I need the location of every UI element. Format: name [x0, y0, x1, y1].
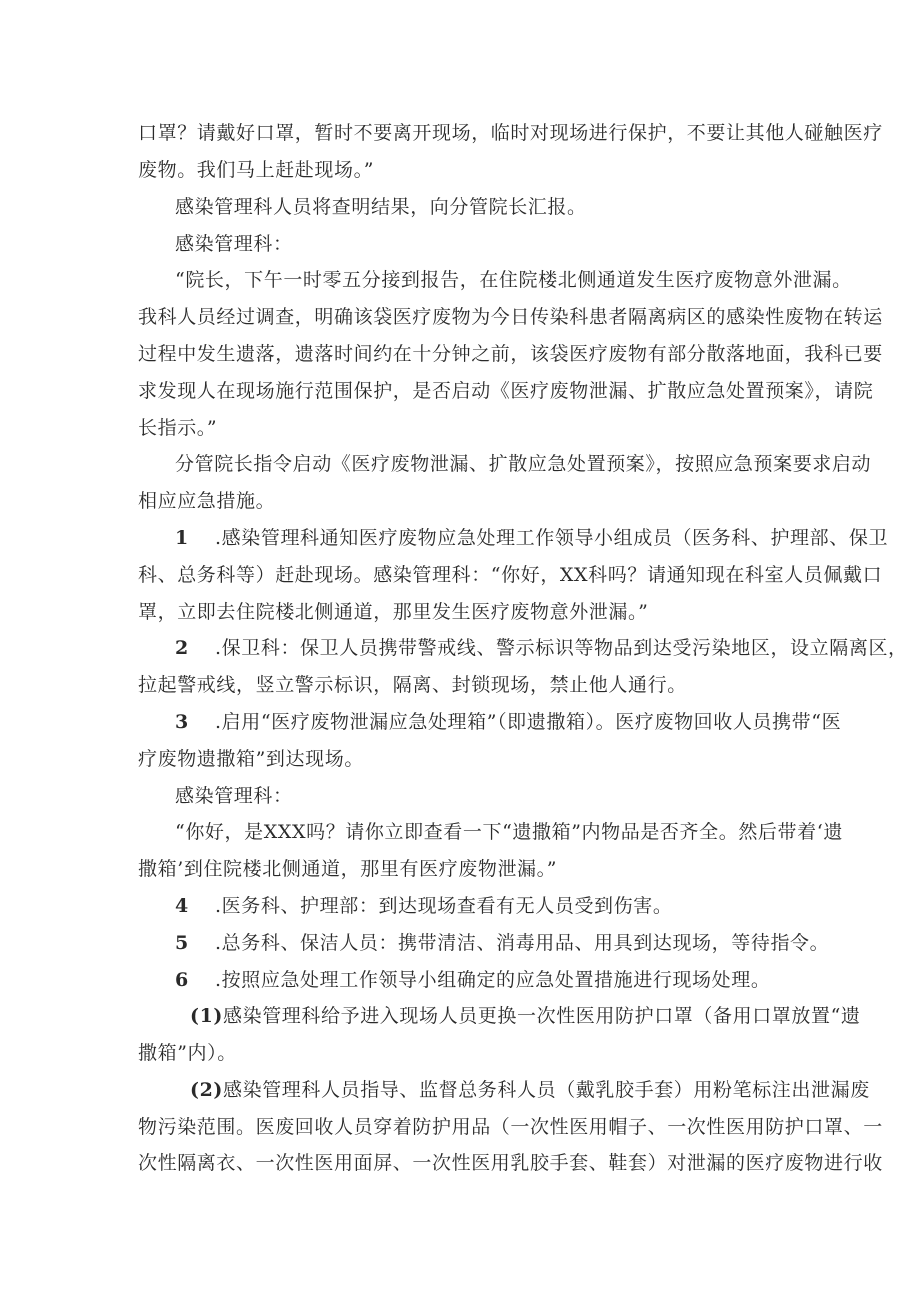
text-line: 物污染范围。医废回收人员穿着防护用品（一次性医用帽子、一次性医用防护口罩、一	[138, 1116, 883, 1138]
sub-item-number: (1)	[190, 1005, 223, 1027]
text-line: 口罩？请戴好口罩，暂时不要离开现场，临时对现场进行保护，不要让其他人碰触医疗	[138, 122, 883, 144]
text-line: 次性隔离衣、一次性医用面屏、一次性医用乳胶手套、鞋套）对泄漏的医疗废物进行收	[138, 1152, 883, 1174]
numbered-item-5	[175, 931, 829, 955]
item-text: .保卫科：保卫人员携带警戒线、警示标识等物品到达受污染地区，设立隔离区，	[215, 637, 908, 659]
text-line: 罩，立即去住院楼北侧通道，那里发生医疗废物意外泄漏。”	[138, 601, 649, 623]
sub-item-2	[190, 1078, 870, 1102]
text-line: “院长，下午一时零五分接到报告，在住院楼北侧通道发生医疗废物意外泄漏。	[175, 269, 852, 291]
item-text: .按照应急处理工作领导小组确定的应急处置措施进行现场处理。	[215, 969, 771, 991]
text-line: 相应应急措施。	[138, 490, 276, 512]
item-text: .医务科、护理部：到达现场查看有无人员受到伤害。	[215, 895, 673, 917]
numbered-item-2	[175, 636, 908, 660]
speaker-label: 感染管理科：	[175, 785, 293, 807]
item-number: 5	[175, 932, 189, 954]
item-number: 3	[175, 711, 189, 733]
text-line: 废物。我们马上赶赴现场。”	[138, 159, 375, 181]
sub-item-1	[190, 1004, 861, 1028]
item-number: 6	[175, 969, 189, 991]
text-line: 我科人员经过调查，明确该袋医疗废物为今日传染科患者隔离病区的感染性废物在转运	[138, 306, 883, 328]
text-line: “你好，是XXX吗？请你立即查看一下“遗撒箱”内物品是否齐全。然后带着‘遗	[175, 821, 843, 843]
numbered-item-6	[175, 968, 770, 992]
text-line: 拉起警戒线，竖立警示标识，隔离、封锁现场，禁止他人通行。	[138, 674, 687, 696]
text-line: 分管院长指令启动《医疗废物泄漏、扩散应急处置预案》，按照应急预案要求启动	[175, 453, 872, 475]
text-line: 撒箱’到住院楼北侧通道，那里有医疗废物泄漏。”	[138, 858, 558, 880]
speaker-label: 感染管理科：	[175, 233, 293, 255]
text-line: 求发现人在现场施行范围保护，是否启动《医疗废物泄漏、扩散应急处置预案》，请院	[138, 380, 874, 402]
item-text: .感染管理科通知医疗废物应急处理工作领导小组成员（医务科、护理部、保卫	[215, 527, 889, 549]
text-line: 撒箱”内）。	[138, 1042, 237, 1064]
numbered-item-4	[175, 894, 672, 918]
text-line: 过程中发生遗落，遗落时间约在十分钟之前，该袋医疗废物有部分散落地面，我科已要	[138, 343, 883, 365]
text-line: 疗废物遗撒箱”到达现场。	[138, 748, 364, 770]
item-number: 1	[175, 527, 189, 549]
numbered-item-3	[175, 710, 841, 734]
text-line: 感染管理科人员将查明结果，向分管院长汇报。	[175, 196, 587, 218]
sub-item-number: (2)	[190, 1079, 223, 1101]
sub-item-text: 感染管理科人员指导、监督总务科人员（戴乳胶手套）用粉笔标注出泄漏废	[223, 1079, 870, 1101]
item-number: 4	[175, 895, 189, 917]
item-text: .启用“医疗废物泄漏应急处理箱”（即遗撒箱）。医疗废物回收人员携带“医	[215, 711, 842, 733]
text-line: 长指示。”	[138, 417, 218, 439]
sub-item-text: 感染管理科给予进入现场人员更换一次性医用防护口罩（备用口罩放置“遗	[223, 1005, 861, 1027]
item-number: 2	[175, 637, 189, 659]
numbered-item-1	[175, 526, 888, 550]
item-text: .总务科、保洁人员：携带清洁、消毒用品、用具到达现场，等待指令。	[215, 932, 830, 954]
text-line: 科、总务科等）赶赴现场。感染管理科：“你好，XX科吗？请通知现在科室人员佩戴口	[138, 564, 883, 586]
